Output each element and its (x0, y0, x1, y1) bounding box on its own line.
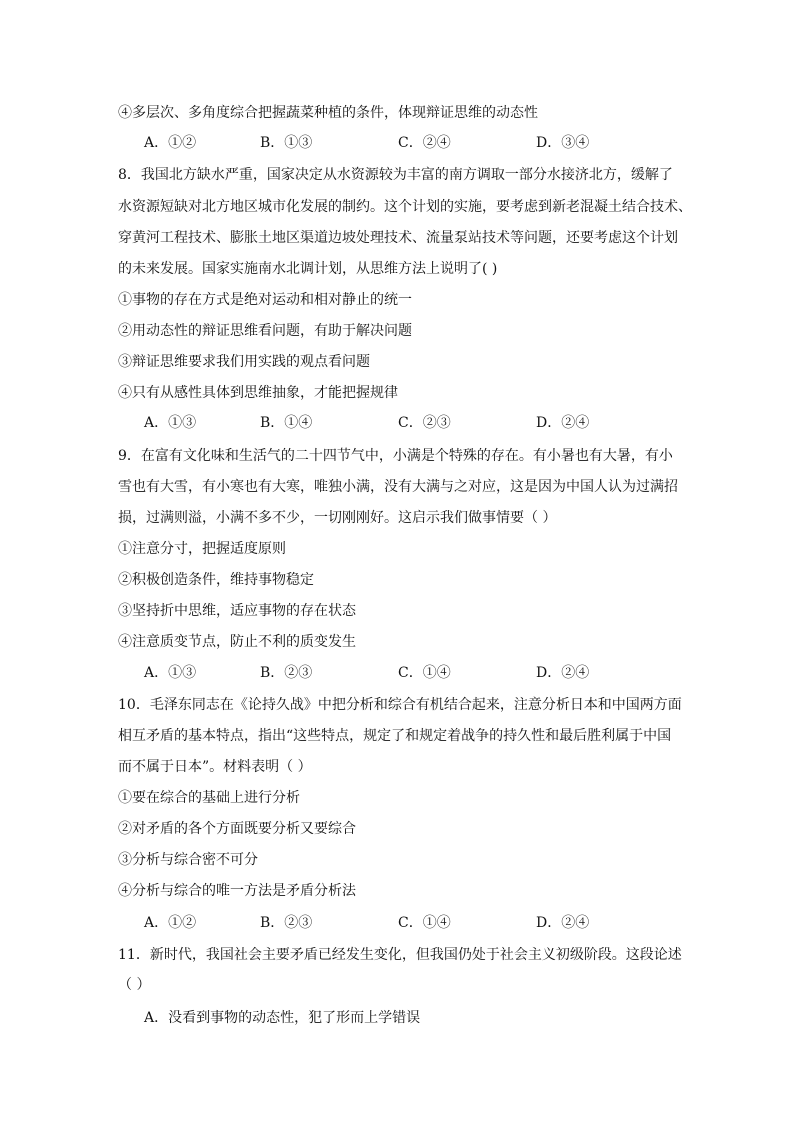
q10-stem-line-2: 相互矛盾的基本特点，指出“这些特点，规定了和规定着战争的持久性和最后胜利属于中国 (118, 728, 672, 744)
q10-stem-line-3: 而不属于日本”。材料表明（ ） (118, 759, 312, 775)
q10-options (144, 913, 664, 933)
q11-stem-line-1: 11．新时代，我国社会主要矛盾已经发生变化，但我国仍处于社会主义初级阶段。这段论述 (118, 947, 682, 963)
q10-stem-line-1: 10．毛泽东同志在《论持久战》中把分析和综合有机结合起来，注意分析日本和中国两方面 (118, 697, 682, 713)
q10-option-c[interactable]: C．①④ (398, 915, 451, 931)
q7-option-a[interactable]: A．①② (144, 135, 197, 151)
q10-statement-3: ③分析与综合密不可分 (118, 852, 258, 868)
q8-statement-4: ④只有从感性具体到思维抽象，才能把握规律 (118, 385, 398, 401)
q11-option-a[interactable]: A．没看到事物的动态性，犯了形而上学错误 (144, 1010, 421, 1026)
q8-options (144, 413, 664, 433)
q8-stem-line-4: 的未来发展。国家实施南水北调计划，从思维方法上说明了( ) (118, 261, 498, 277)
q10-statement-2: ②对矛盾的各个方面既要分析又要综合 (118, 821, 356, 837)
q9-statement-3: ③坚持折中思维，适应事物的存在状态 (118, 603, 356, 619)
q11-stem-line-2: （ ） (118, 977, 151, 993)
q8-option-d[interactable]: D．②④ (536, 415, 590, 431)
q9-options (144, 663, 664, 683)
q10-option-a[interactable]: A．①② (144, 915, 197, 931)
q9-option-b[interactable]: B．②③ (260, 665, 313, 681)
q9-option-c[interactable]: C．①④ (398, 665, 451, 681)
q9-stem-line-1: 9．在富有文化味和生活气的二十四节气中，小满是个特殊的存在。有小暑也有大暑，有小 (118, 448, 673, 464)
q9-statement-4: ④注意质变节点，防止不利的质变发生 (118, 634, 356, 650)
q9-statement-2: ②积极创造条件，维持事物稳定 (118, 572, 314, 588)
q9-option-d[interactable]: D．②④ (536, 665, 590, 681)
q8-option-b[interactable]: B．①④ (260, 415, 313, 431)
q8-statement-2: ②用动态性的辩证思维看问题，有助于解决问题 (118, 323, 412, 339)
q8-stem-line-3: 穿黄河工程技术、膨胀土地区渠道边坡处理技术、流量泵站技术等问题，还要考虑这个计划 (118, 230, 678, 246)
q7-statement-4: ④多层次、多角度综合把握蔬菜种植的条件，体现辩证思维的动态性 (118, 105, 538, 121)
q7-option-c[interactable]: C．②④ (398, 135, 451, 151)
q10-option-d[interactable]: D．②④ (536, 915, 590, 931)
q7-option-b[interactable]: B．①③ (260, 135, 313, 151)
q9-statement-1: ①注意分寸，把握适度原则 (118, 541, 286, 557)
q7-option-d[interactable]: D．③④ (536, 135, 590, 151)
q9-stem-line-2: 雪也有大雪，有小寒也有大寒，唯独小满，没有大满与之对应，这是因为中国人认为过满招 (118, 479, 678, 495)
q10-option-b[interactable]: B．②③ (260, 915, 313, 931)
q9-stem-line-3: 损，过满则溢，小满不多不少，一切刚刚好。这启示我们做事情要（ ） (118, 510, 557, 526)
q8-stem-line-1: 8．我国北方缺水严重，国家决定从水资源较为丰富的南方调取一部分水接济北方，缓解了 (118, 167, 673, 183)
q8-option-a[interactable]: A．①③ (144, 415, 197, 431)
q8-option-c[interactable]: C．②③ (398, 415, 451, 431)
q10-statement-4: ④分析与综合的唯一方法是矛盾分析法 (118, 883, 356, 899)
q8-statement-1: ①事物的存在方式是绝对运动和相对静止的统一 (118, 292, 412, 308)
q8-stem-line-2: 水资源短缺对北方地区城市化发展的制约。这个计划的实施，要考虑到新老混凝土结合技术、 (118, 199, 692, 215)
q10-statement-1: ①要在综合的基础上进行分析 (118, 790, 300, 806)
q9-option-a[interactable]: A．①③ (144, 665, 197, 681)
q7-options (144, 133, 664, 153)
q8-statement-3: ③辩证思维要求我们用实践的观点看问题 (118, 354, 370, 370)
